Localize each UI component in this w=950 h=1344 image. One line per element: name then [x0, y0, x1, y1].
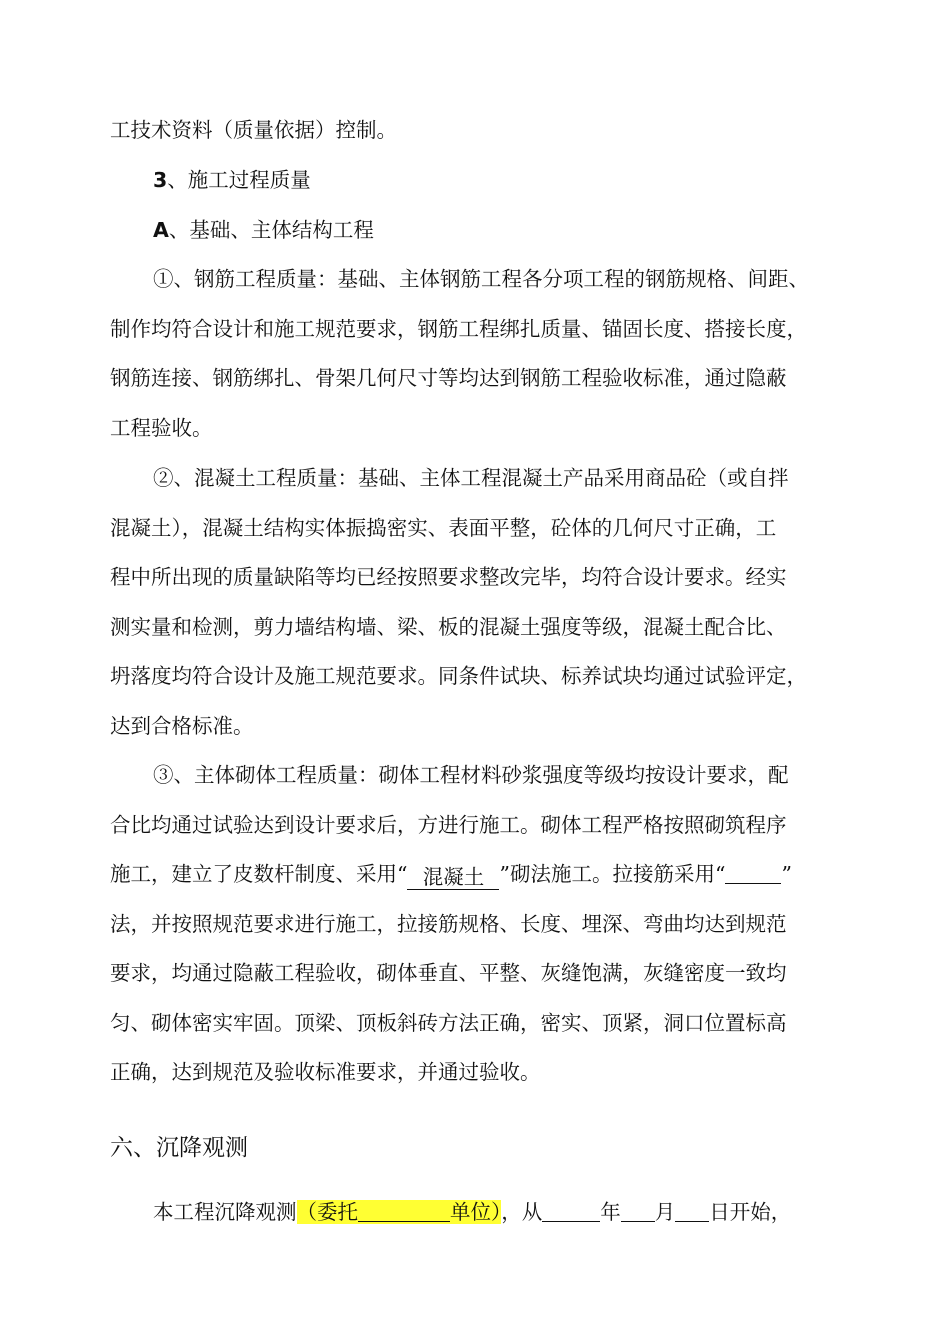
commission-unit-blank[interactable] — [358, 1197, 450, 1222]
paragraph-settlement: 本工程沉降观测（委托 单位），从 年 月 日开始， — [110, 1188, 850, 1238]
paragraph-rebar: ①、钢筋工程质量：基础、主体钢筋工程各分项工程的钢筋规格、间距、 制作均符合设计和施工规范要求，钢筋工程绑扎质量、锚固长度、搭接长度， 钢筋连接、钢筋绑扎、骨架几何尺寸等均达到钢筋工程验收标准，通过隐蔽 工程验收。 — [110, 267, 809, 440]
month-blank[interactable] — [621, 1197, 655, 1222]
day-blank[interactable] — [675, 1197, 709, 1222]
paragraph-concrete: ②、混凝土工程质量：基础、主体工程混凝土产品采用商品砼（或自拌 混凝土），混凝土结构实体振捣密实、表面平整，砼体的几何尺寸正确，工 程中所出现的质量缺陷等均已经按照要求整改完毕，均符合设计要求。经实 测实量和检测，剪力墙结构墙、梁、板的混凝土强度等级，混凝土配合比、 坍落度均符合设计及施工规范要求。同条件试块、标养试块均通过试验评定， 达到合格标准。 — [110, 466, 807, 738]
section-3-heading: 3、施工过程质量 — [153, 168, 311, 192]
tie-bar-method-blank[interactable] — [725, 859, 781, 884]
section-6-heading: 六、沉降观测 — [110, 1135, 248, 1161]
masonry-method-field[interactable]: 混凝土 — [407, 865, 499, 890]
paragraph-continuation: 工技术资料（质量依据）控制。 — [110, 118, 397, 142]
section-a-heading: A、基础、主体结构工程 — [153, 218, 374, 242]
highlighted-commission-text: （委托 单位） — [297, 1200, 502, 1224]
year-blank[interactable] — [542, 1197, 600, 1222]
paragraph-masonry: ③、主体砌体工程质量：砌体工程材料砂浆强度等级均按设计要求，配 合比均通过试验达到设计要求后，方进行施工。砌体工程严格按照砌筑程序 施工，建立了皮数杆制度、采用“ 混凝土 ”砌法施工。拉接筋采用“ ” 法，并按照规范要求进行施工，拉接筋规格、长度、埋深、弯曲均达到规范 要求，均通过隐蔽工程验收，砌体垂直、平整、灰缝饱满，灰缝密度一致均 匀、砌体密实牢固。顶梁、顶板斜砖方法正确，密实、顶紧，洞口位置标高 正确，达到规范及验收标准要求，并通过验收。 — [110, 763, 792, 1084]
